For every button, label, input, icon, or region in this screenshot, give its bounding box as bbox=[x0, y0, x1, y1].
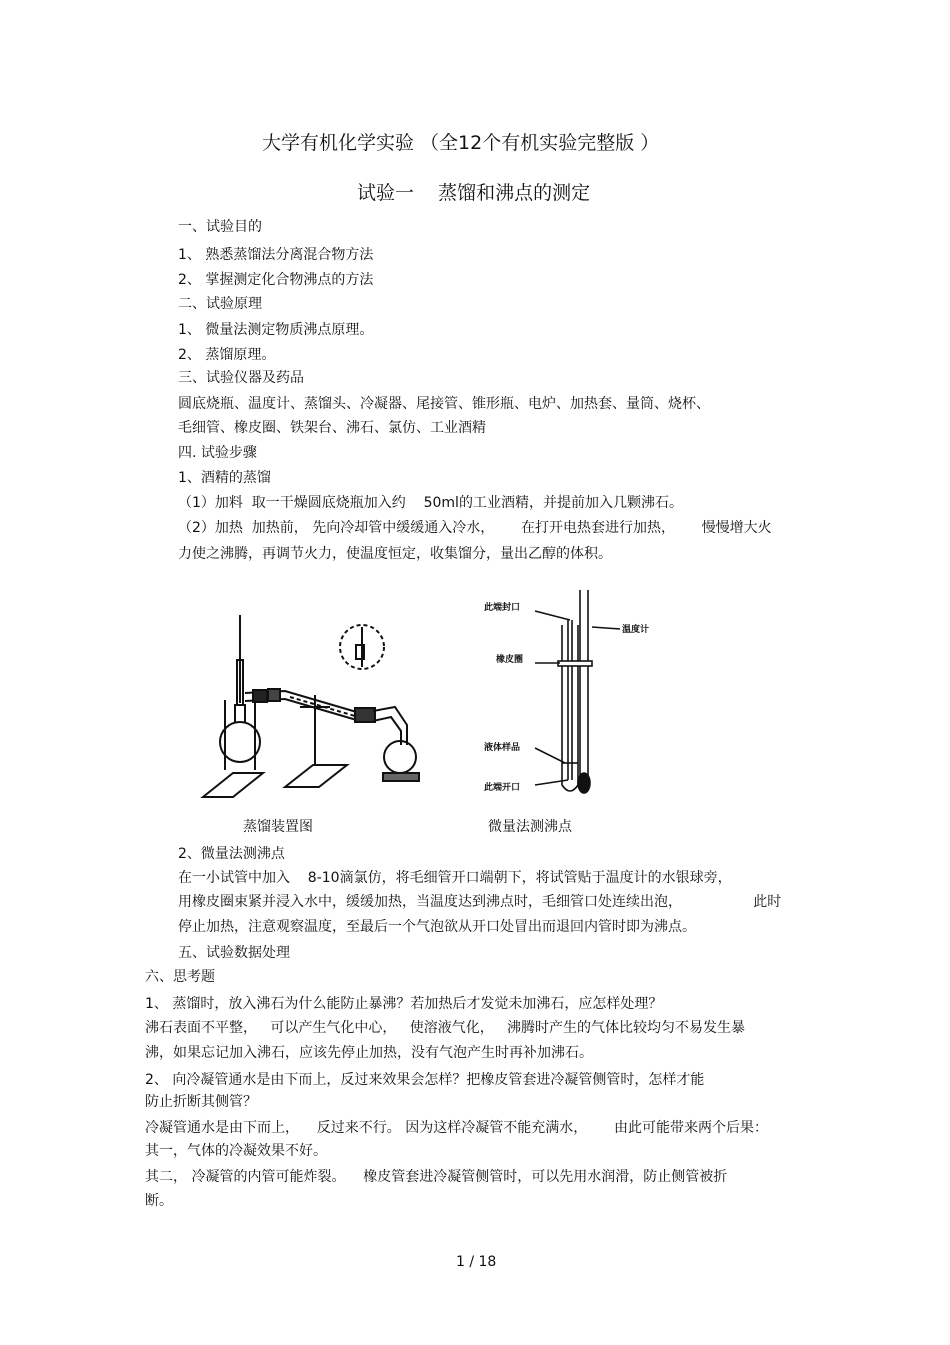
text-line: 2、 掌握测定化合物沸点的方法 bbox=[178, 272, 374, 288]
label-rubber-band: 橡皮圈 bbox=[496, 655, 524, 665]
label-sealed-end: 此端封口 bbox=[484, 603, 521, 613]
text-line: 二、试验原理 bbox=[178, 296, 262, 312]
text-line: （2）加热 加热前， 先向冷却管中缓缓通入冷水， 在打开电热套进行加热， 慢慢增大火 bbox=[178, 520, 772, 536]
text-line: 1、 微量法测定物质沸点原理。 bbox=[178, 322, 374, 338]
page-title: 大学有机化学实验 （全12个有机实验完整版 ） bbox=[262, 132, 660, 154]
distillation-apparatus-figure bbox=[195, 605, 445, 810]
text-line: 1、 熟悉蒸馏法分离混合物方法 bbox=[178, 247, 374, 263]
text-line: 防止折断其侧管？ bbox=[145, 1094, 257, 1110]
text-line: 力使之沸腾，再调节火力，使温度恒定，收集馏分，量出乙醇的体积。 bbox=[178, 546, 612, 562]
page-number: 1 / 18 bbox=[456, 1254, 497, 1270]
text-line: 沸石表面不平整， 可以产生气化中心， 使溶液气化， 沸腾时产生的气体比较均匀不易发生暴 bbox=[145, 1020, 746, 1036]
text-line: 其二， 冷凝管的内管可能炸裂。 橡皮管套进冷凝管侧管时，可以先用水润滑，防止侧管被折 bbox=[145, 1169, 728, 1185]
page-subtitle: 试验一 蒸馏和沸点的测定 bbox=[357, 182, 591, 204]
text-line: 1、酒精的蒸馏 bbox=[178, 470, 271, 486]
label-liquid-sample: 液体样品 bbox=[484, 743, 521, 753]
text-line: 三、试验仪器及药品 bbox=[178, 370, 304, 386]
text-line: 停止加热，注意观察温度，至最后一个气泡欲从开口处冒出而退回内管时即为沸点。 bbox=[178, 919, 696, 935]
text-line: 2、 向冷凝管通水是由下而上，反过来效果会怎样？把橡皮管套进冷凝管侧管时，怎样才能 bbox=[145, 1072, 705, 1088]
text-line: 2、 蒸馏原理。 bbox=[178, 347, 276, 363]
text-line: 圆底烧瓶、温度计、蒸馏头、冷凝器、尾接管、锥形瓶、电炉、加热套、量筒、烧杯、 bbox=[178, 396, 710, 412]
text-line: （1）加料 取一干燥圆底烧瓶加入约 50ml的工业酒精，并提前加入几颗沸石。 bbox=[178, 495, 683, 511]
text-line: 冷凝管通水是由下而上， 反过来不行。 因为这样冷凝管不能充满水， 由此可能带来两个后果： bbox=[145, 1120, 768, 1136]
micro-boiling-point-figure bbox=[480, 585, 690, 805]
text-line: 四. 试验步骤 bbox=[178, 445, 257, 461]
text-line: 六、思考题 bbox=[145, 969, 215, 985]
text-line: 沸，如果忘记加入沸石，应该先停止加热，没有气泡产生时再补加沸石。 bbox=[145, 1045, 593, 1061]
text-line: 2、微量法测沸点 bbox=[178, 846, 285, 862]
text-line: 在一小试管中加入 8-10滴氯仿，将毛细管开口端朝下，将试管贴于温度计的水银球旁， bbox=[178, 870, 732, 886]
text-line: 1、 蒸馏时，放入沸石为什么能防止暴沸？若加热后才发觉未加沸石，应怎样处理？ bbox=[145, 996, 663, 1012]
text-line: 一、试验目的 bbox=[178, 219, 262, 235]
text-line: 用橡皮圈束紧并浸入水中，缓缓加热，当温度达到沸点时，毛细管口处连续出泡， 此时 bbox=[178, 894, 782, 910]
label-open-end: 此端开口 bbox=[484, 783, 521, 793]
text-line: 五、试验数据处理 bbox=[178, 945, 290, 961]
text-line: 毛细管、橡皮圈、铁架台、沸石、氯仿、工业酒精 bbox=[178, 420, 486, 436]
text-line: 其一，气体的冷凝效果不好。 bbox=[145, 1143, 327, 1159]
text-line: 断。 bbox=[145, 1193, 173, 1209]
label-thermometer: 温度计 bbox=[622, 625, 650, 635]
figure-caption-left: 蒸馏装置图 bbox=[243, 819, 313, 835]
figure-caption-right: 微量法测沸点 bbox=[488, 819, 572, 835]
